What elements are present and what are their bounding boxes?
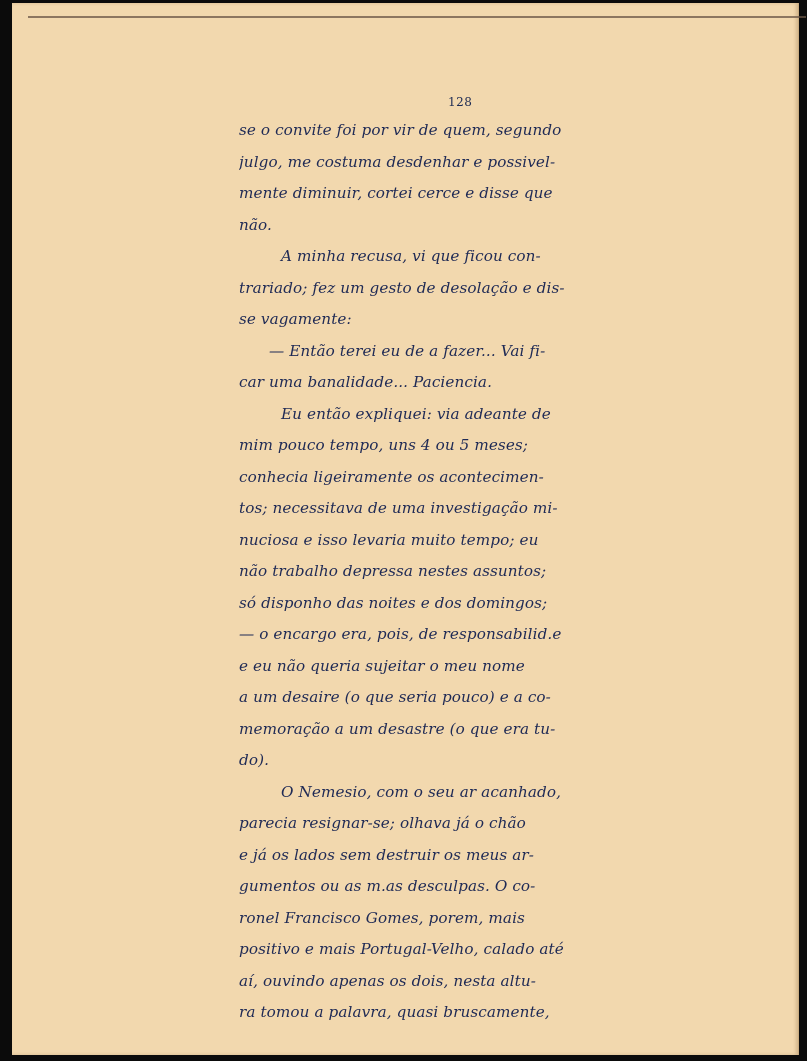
text-line: tos; necessitava de uma investigação mi- — [239, 499, 558, 517]
text-line: a um desaire (o que seria pouco) e a co- — [239, 688, 551, 706]
text-line: conhecia ligeiramente os acontecimen- — [239, 467, 544, 486]
text-line: só disponho das noites e dos domingos; — [239, 593, 548, 612]
text-line: mim pouco tempo, uns 4 ou 5 meses; — [239, 436, 529, 454]
text-line: A minha recusa, vi que ficou con- — [281, 247, 541, 265]
text-line: aí, ouvindo apenas os dois, nesta altu- — [239, 971, 536, 990]
text-line: car uma banalidade... Paciencia. — [239, 373, 493, 391]
text-line: e eu não queria sujeitar o meu nome — [239, 656, 525, 675]
text-line: do). — [239, 751, 270, 769]
text-line: ronel Francisco Gomes, porem, mais — [239, 908, 525, 927]
text-line: positivo e mais Portugal-Velho, calado até — [239, 940, 564, 958]
text-line: se vagamente: — [239, 310, 352, 328]
text-line: nuciosa e isso levaria muito tempo; eu — [239, 530, 539, 549]
text-line: mente diminuir, cortei cerce e disse que — [239, 184, 553, 202]
manuscript-page — [12, 3, 799, 1055]
text-line: não. — [239, 215, 272, 234]
text-line: e já os lados sem destruir os meus ar- — [239, 845, 534, 864]
text-line: memoração a um desastre (o que era tu- — [239, 719, 556, 738]
text-line: — Então terei eu de a fazer... Vai fi- — [269, 341, 546, 360]
text-line: ra tomou a palavra, quasi bruscamente, — [239, 1003, 550, 1021]
text-line: julgo, me costuma desdenhar e possivel- — [239, 152, 556, 171]
text-line: — o encargo era, pois, de responsabilid.e — [239, 625, 562, 643]
handwritten-text-block — [239, 115, 709, 1029]
text-line: não trabalho depressa nestes assuntos; — [239, 562, 547, 580]
text-line: parecia resignar-se; olhava já o chão — [239, 814, 526, 832]
text-line: O Nemesio, com o seu ar acanhado, — [281, 782, 562, 801]
text-line: trariado; fez um gesto de desolação e dis- — [239, 278, 565, 297]
page-number: 128 — [448, 95, 473, 109]
text-line: gumentos ou as m.as desculpas. O co- — [239, 877, 536, 895]
page-edge-line — [28, 16, 806, 18]
text-line: Eu então expliquei: via adeante de — [281, 404, 551, 423]
text-line: se o convite foi por vir de quem, segundo — [239, 121, 562, 139]
